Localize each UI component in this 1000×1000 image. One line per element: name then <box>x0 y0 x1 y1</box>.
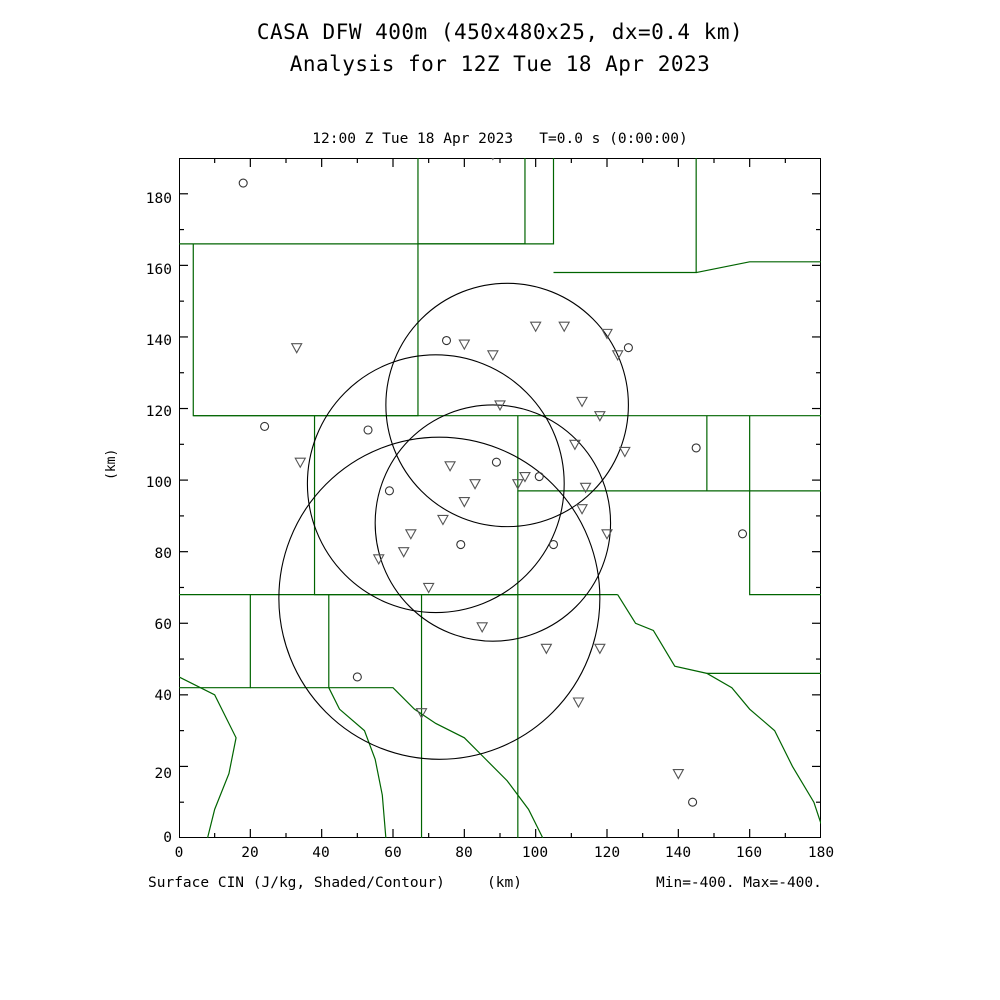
title-line-2: Analysis for 12Z Tue 18 Apr 2023 <box>289 52 711 76</box>
y-tick-180: 180 <box>145 191 172 207</box>
plot-area <box>179 158 821 838</box>
plot-canvas <box>179 158 821 838</box>
plot-subtitle: 12:00 Z Tue 18 Apr 2023 T=0.0 s (0:00:00) <box>312 131 688 147</box>
footer-field-label: Surface CIN (J/kg, Shaded/Contour) <box>148 875 445 891</box>
x-tick-120: 120 <box>593 845 621 861</box>
y-tick-0: 0 <box>163 830 172 846</box>
y-tick-60: 60 <box>154 617 172 633</box>
x-tick-80: 80 <box>455 845 473 861</box>
x-tick-100: 100 <box>521 845 549 861</box>
title-line-1: CASA DFW 400m (450x480x25, dx=0.4 km) <box>256 20 744 44</box>
y-tick-40: 40 <box>154 688 172 704</box>
axis-ticks <box>179 158 821 838</box>
x-tick-140: 140 <box>664 845 692 861</box>
figure-title <box>0 16 1000 80</box>
footer-minmax: Min=-400. Max=-400. <box>656 875 822 891</box>
y-tick-100: 100 <box>145 475 172 491</box>
y-tick-120: 120 <box>145 404 172 420</box>
x-axis-units: (km) <box>487 875 522 891</box>
county-boundaries <box>179 158 821 838</box>
y-axis-label: (km) <box>104 448 119 480</box>
x-tick-60: 60 <box>384 845 402 861</box>
x-tick-160: 160 <box>735 845 763 861</box>
x-tick-20: 20 <box>241 845 259 861</box>
x-tick-0: 0 <box>174 845 184 861</box>
y-tick-140: 140 <box>145 333 172 349</box>
series-stations-triangle <box>292 158 684 779</box>
y-tick-20: 20 <box>154 766 172 782</box>
x-tick-40: 40 <box>312 845 330 861</box>
y-tick-160: 160 <box>145 262 172 278</box>
x-tick-180: 180 <box>807 845 835 861</box>
y-tick-80: 80 <box>154 546 172 562</box>
